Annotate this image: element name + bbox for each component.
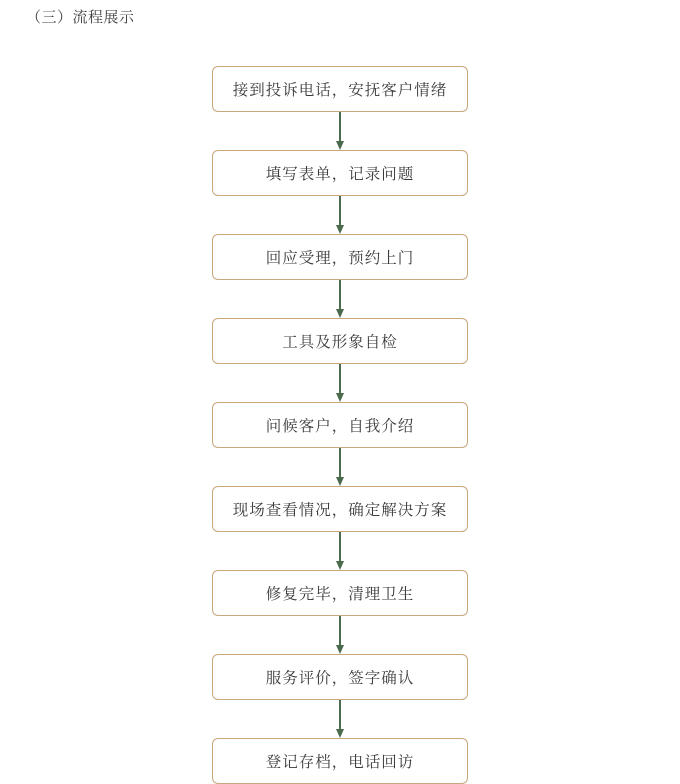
flow-arrow-6 (335, 532, 345, 570)
flow-node-label: 填写表单，记录问题 (265, 166, 415, 183)
arrow-line (339, 616, 341, 646)
flow-node-label: 回应受理，预约上门 (265, 250, 415, 267)
flow-arrow-8 (335, 700, 345, 738)
flow-node-label: 登记存档，电话回访 (265, 754, 415, 771)
flow-node-4[interactable] (212, 318, 468, 364)
arrow-head-icon (336, 393, 344, 402)
flow-node-8[interactable] (212, 654, 468, 700)
flow-node-label: 接到投诉电话，安抚客户情绪 (232, 82, 448, 99)
flow-arrow-7 (335, 616, 345, 654)
flow-node-label: 修复完毕，清理卫生 (265, 586, 415, 603)
arrow-head-icon (336, 141, 344, 150)
arrow-line (339, 280, 341, 310)
arrow-head-icon (336, 477, 344, 486)
flow-arrow-5 (335, 448, 345, 486)
flowchart (0, 66, 680, 784)
arrow-line (339, 112, 341, 142)
flow-node-3[interactable] (212, 234, 468, 280)
flow-arrow-4 (335, 364, 345, 402)
arrow-head-icon (336, 225, 344, 234)
arrow-line (339, 448, 341, 478)
arrow-line (339, 364, 341, 394)
arrow-line (339, 532, 341, 562)
flow-node-7[interactable] (212, 570, 468, 616)
flow-node-label: 服务评价，签字确认 (265, 670, 415, 687)
flow-arrow-1 (335, 112, 345, 150)
arrow-line (339, 196, 341, 226)
flow-node-1[interactable] (212, 66, 468, 112)
flow-node-label: 问候客户，自我介绍 (265, 418, 415, 435)
flow-node-5[interactable] (212, 402, 468, 448)
arrow-head-icon (336, 561, 344, 570)
flow-node-9[interactable] (212, 738, 468, 784)
flow-node-label: 工具及形象自检 (282, 334, 398, 351)
flow-node-2[interactable] (212, 150, 468, 196)
flow-node-label: 现场查看情况，确定解决方案 (232, 502, 448, 519)
flow-node-6[interactable] (212, 486, 468, 532)
flow-arrow-3 (335, 280, 345, 318)
arrow-head-icon (336, 729, 344, 738)
arrow-head-icon (336, 645, 344, 654)
arrow-line (339, 700, 341, 730)
arrow-head-icon (336, 309, 344, 318)
flow-arrow-2 (335, 196, 345, 234)
section-title: （三）流程展示 (26, 9, 135, 26)
